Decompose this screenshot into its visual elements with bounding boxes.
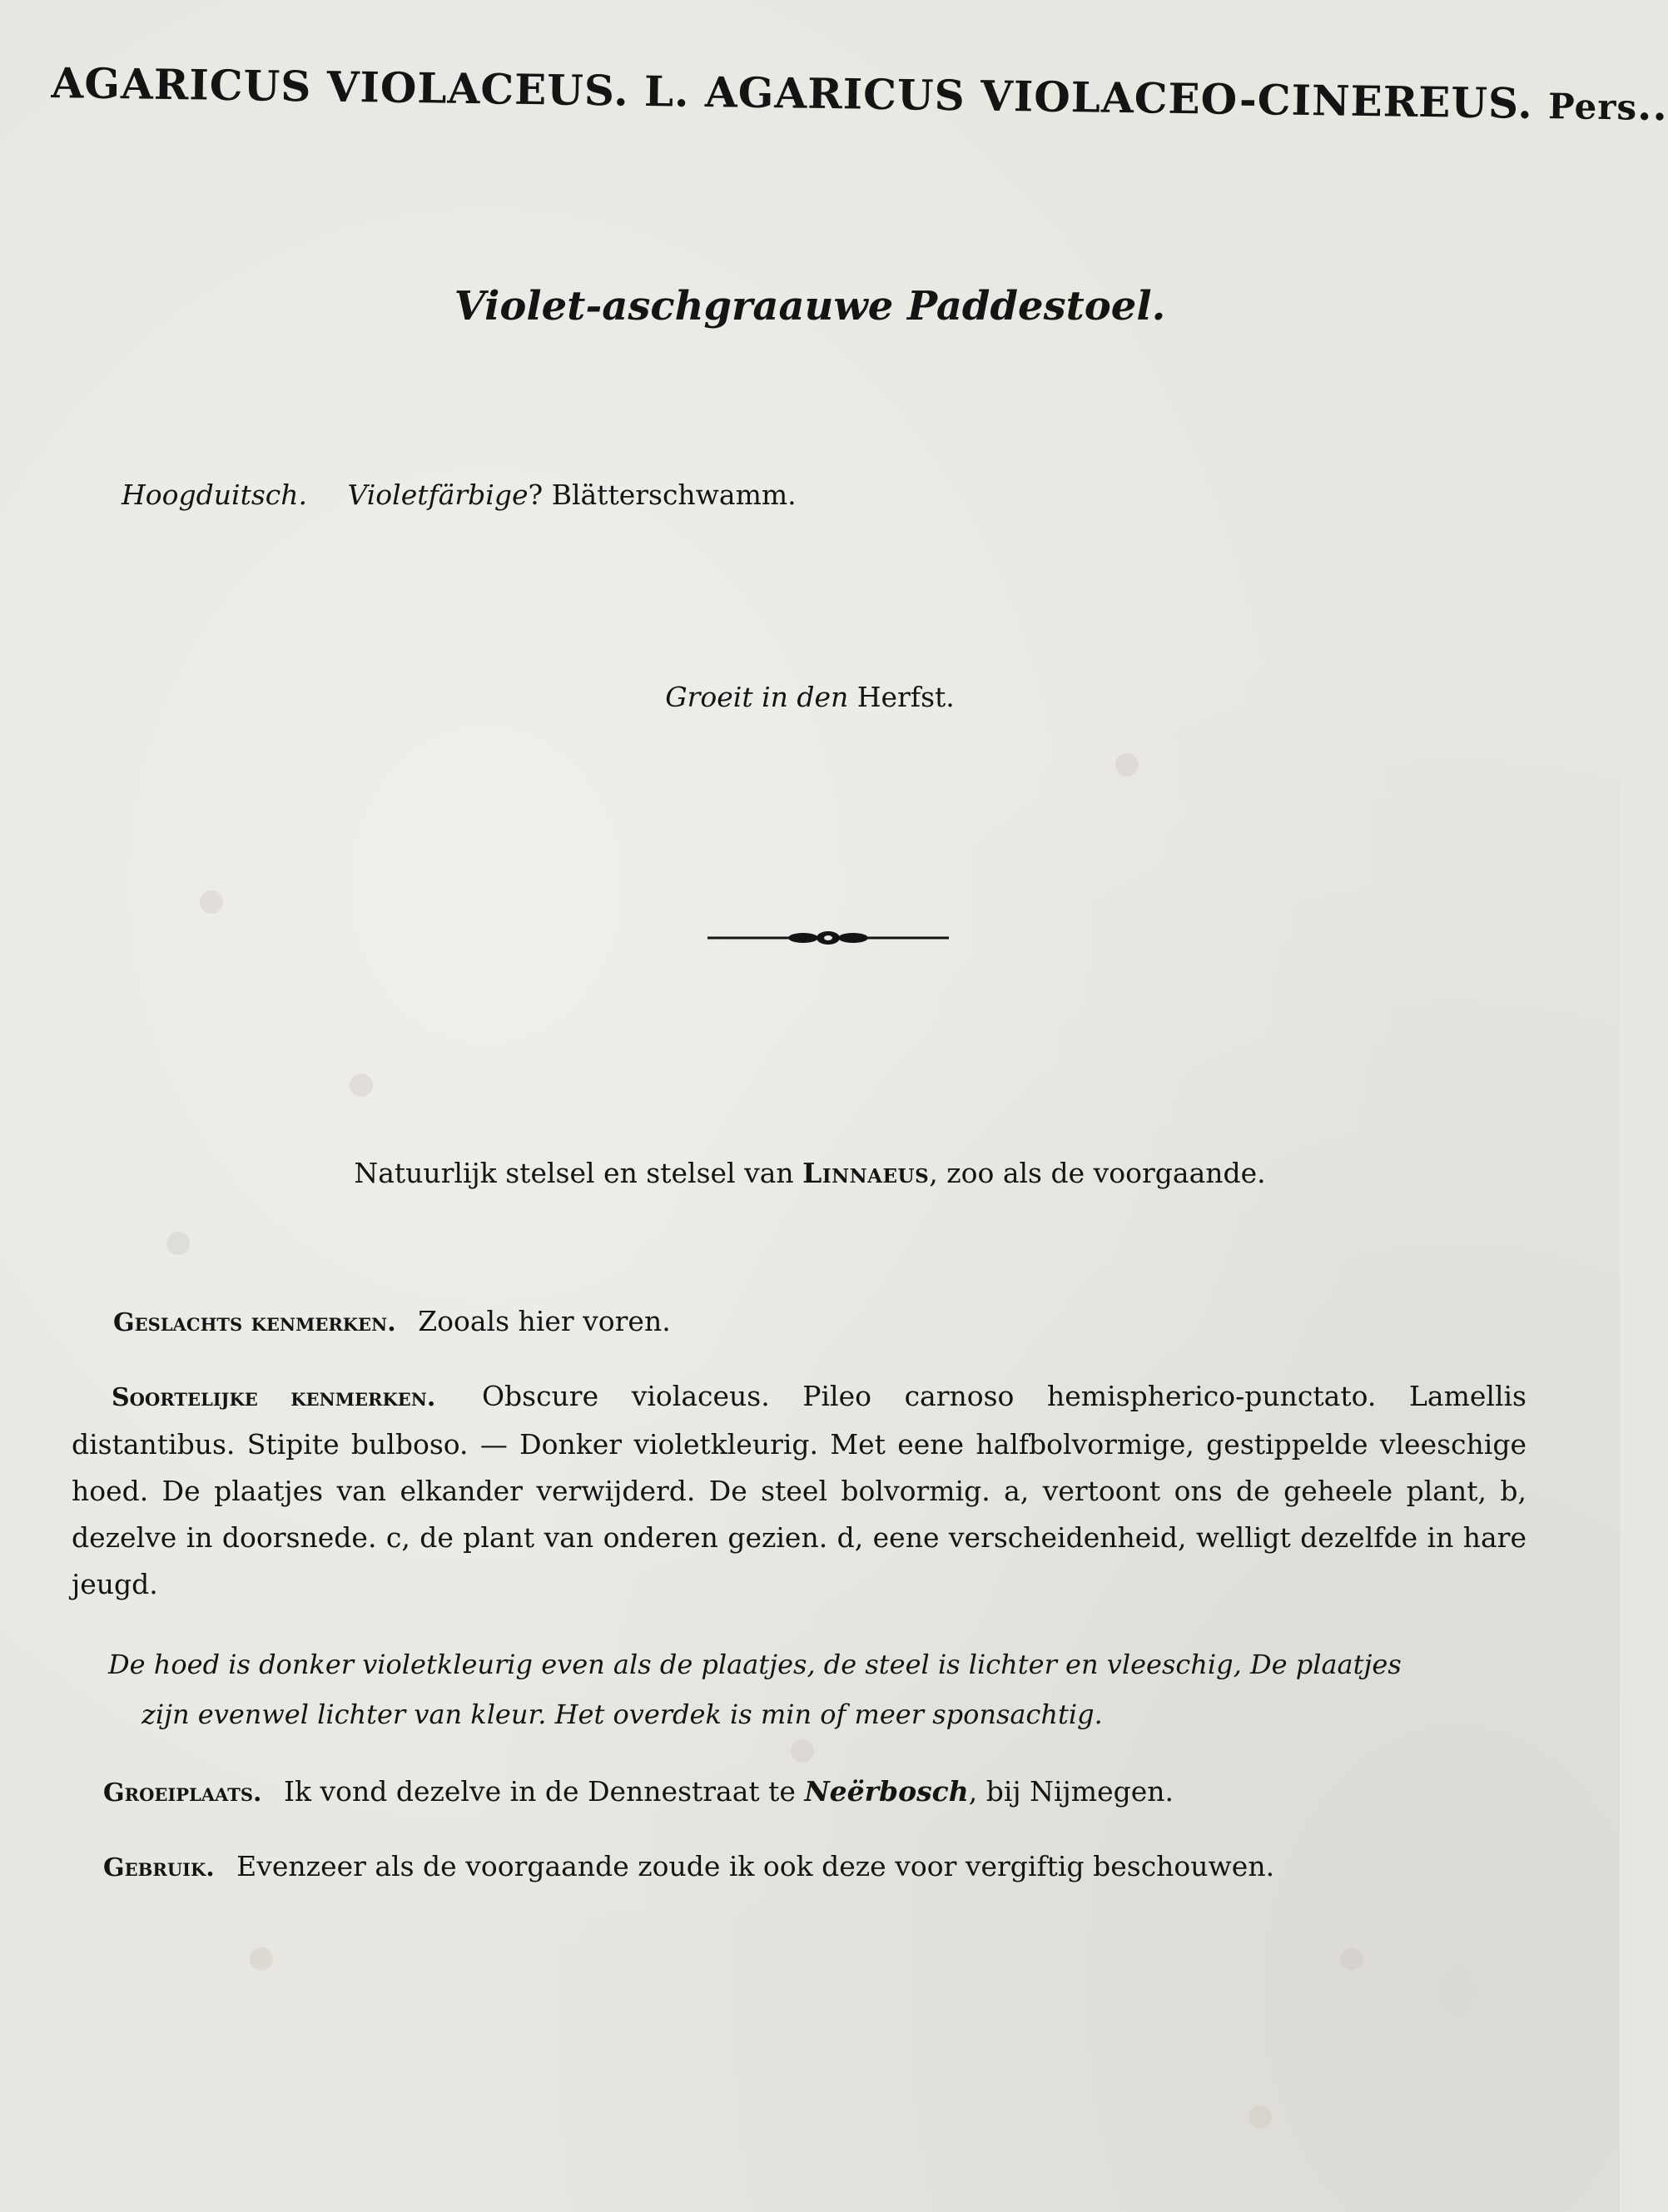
season-line bbox=[0, 681, 1620, 713]
usage-text: Evenzeer als de voorgaande zoude ik ook deze voor vergiftig beschouwen. bbox=[236, 1850, 1275, 1882]
season-rest: Herfst. bbox=[856, 681, 955, 713]
usage-label: Gebruik. bbox=[103, 1853, 215, 1882]
description-paragraph bbox=[108, 1639, 1523, 1739]
title-author: Pers bbox=[1547, 86, 1638, 128]
paper-spot bbox=[1340, 1947, 1363, 1971]
genus-text: Zooals hier voren. bbox=[418, 1305, 671, 1337]
title-end-dots: .. bbox=[1636, 80, 1668, 131]
species-label: Soortelijke kenmerken. bbox=[112, 1383, 436, 1412]
description-line-1: De hoed is donker violetkleurig even als de plaatjes, de steel is lichter en vleeschig, De plaatjes bbox=[108, 1649, 1402, 1680]
german-label: Hoogduitsch. bbox=[122, 479, 307, 511]
german-name-italic: Violetfärbige bbox=[347, 479, 529, 511]
classification-name: Linnaeus bbox=[802, 1157, 930, 1189]
growth-location-before: Ik vond dezelve in de Dennestraat te bbox=[283, 1775, 796, 1808]
ornament-divider bbox=[703, 925, 953, 950]
usage bbox=[103, 1843, 1274, 1892]
genus-label: Geslachts kenmerken. bbox=[113, 1308, 396, 1337]
season-italic: Groeit in den bbox=[665, 681, 849, 713]
german-name-rest: ? Blätterschwamm. bbox=[528, 479, 797, 511]
growth-location bbox=[103, 1768, 1174, 1817]
classification-before: Natuurlijk stelsel en stelsel van bbox=[354, 1157, 794, 1189]
paper-spot bbox=[166, 1232, 190, 1255]
growth-location-after: , bij Nijmegen. bbox=[968, 1775, 1174, 1808]
species-text: Obscure violaceus. Pileo carnoso hemispherico-punctato. Lamellis distantibus. Stipite bulboso. — Donker violetkleurig. Met eene halfbolvormige, gestippelde vleeschige hoed. De plaatjes van elkander verwijderd. De steel bolvormig. a, vertoont ons de geheele plant, b, dezelve in doorsnede. c, de plant van onderen gezien. d, eene verscheidenheid, welligt dezelfde in hare jeugd. bbox=[72, 1380, 1527, 1600]
growth-location-label: Groeiplaats. bbox=[103, 1778, 262, 1808]
paper-spot bbox=[350, 1074, 373, 1097]
paper-spot bbox=[1249, 2105, 1272, 2129]
genus-characteristics bbox=[113, 1298, 671, 1347]
species-characteristics bbox=[72, 1373, 1527, 1608]
description-line-2: zijn evenwel lichter van kleur. Het overdek is min of meer sponsachtig. bbox=[141, 1699, 1103, 1730]
growth-location-place: Neërbosch bbox=[804, 1775, 969, 1808]
classification-line bbox=[0, 1157, 1620, 1189]
page-title bbox=[51, 58, 1668, 131]
classification-after: , zoo als de voorgaande. bbox=[929, 1157, 1266, 1189]
subtitle: Violet-aschgraauwe Paddestoel. bbox=[454, 283, 1166, 330]
paper-spot bbox=[250, 1947, 273, 1971]
title-main-text: AGARICUS VIOLACEUS. L. AGARICUS VIOLACEO-CINEREUS. bbox=[51, 58, 1534, 128]
paper-spot bbox=[1115, 753, 1139, 776]
paper-spot bbox=[791, 1739, 814, 1763]
german-name-line bbox=[122, 479, 797, 511]
paper-spot bbox=[200, 890, 223, 914]
